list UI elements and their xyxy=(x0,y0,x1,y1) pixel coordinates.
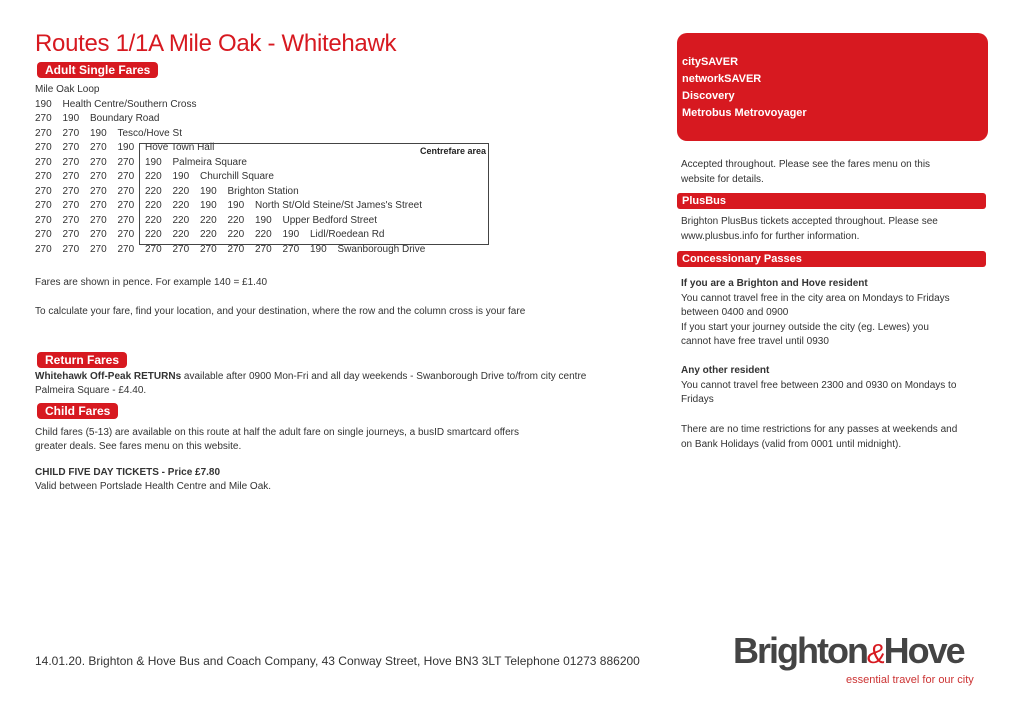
centrefare-area-box xyxy=(139,143,489,245)
fare-cell: 270 xyxy=(62,171,80,182)
panel-item-networksaver: networkSAVER xyxy=(682,73,762,85)
adult-single-fares-label: Adult Single Fares xyxy=(37,62,158,78)
return-fares-label: Return Fares xyxy=(37,352,127,368)
stop-name: Churchill Square xyxy=(200,171,274,182)
accepted-text xyxy=(681,158,986,187)
fare-cell: 270 xyxy=(117,243,135,255)
other-resident-block xyxy=(681,364,986,408)
plusbus-label: PlusBus xyxy=(677,193,986,209)
child-text-2: greater deals. See fares menu on this website. xyxy=(35,441,242,452)
fare-cell: 270 xyxy=(62,200,80,211)
fare-cell: 270 xyxy=(90,156,107,168)
child-five-day xyxy=(35,466,271,494)
fare-cell: 190 xyxy=(200,185,217,197)
resident-line: cannot have free travel until 0930 xyxy=(681,336,829,347)
fare-cell: 190 xyxy=(255,214,272,226)
fare-cell: 270 xyxy=(35,171,52,182)
fare-cell: 270 xyxy=(62,214,80,226)
plusbus-text-1: Brighton PlusBus tickets accepted throughout. Please see xyxy=(681,216,938,227)
fare-cell: 220 xyxy=(227,229,245,240)
fare-cell: 270 xyxy=(117,200,135,211)
fare-cell: 270 xyxy=(35,214,52,226)
fare-cell: 220 xyxy=(145,185,162,197)
tagline: essential travel for our city xyxy=(846,674,974,686)
fare-cell: 270 xyxy=(35,113,52,124)
resident-line: You cannot travel free in the city area on Mondays to Fridays xyxy=(681,292,950,304)
fare-cell: 270 xyxy=(62,127,80,139)
fare-cell: 270 xyxy=(35,185,52,197)
brighton-hove-logo xyxy=(733,630,964,672)
return-bold: Whitehawk Off-Peak RETURNs xyxy=(35,371,182,382)
return-text xyxy=(35,370,586,398)
stop-name: Palmeira Square xyxy=(172,156,247,168)
fare-cell: 190 xyxy=(227,200,245,211)
fare-cell: 220 xyxy=(172,185,190,197)
fare-cell: 270 xyxy=(62,243,80,255)
fare-cell: 270 xyxy=(35,142,52,153)
fare-cell: 270 xyxy=(117,229,135,240)
fare-cell: 220 xyxy=(255,229,272,240)
fare-cell: 220 xyxy=(145,200,162,211)
fare-cell: 270 xyxy=(117,214,135,226)
fare-cell: 270 xyxy=(62,185,80,197)
return-text-2: Palmeira Square - £4.40. xyxy=(35,385,147,396)
fare-cell: 270 xyxy=(62,142,80,153)
fare-cell: 270 xyxy=(35,127,52,139)
other-line: Fridays xyxy=(681,394,714,405)
child-five-day-title: CHILD FIVE DAY TICKETS - Price £7.80 xyxy=(35,467,221,478)
concessionary-label: Concessionary Passes xyxy=(677,251,986,267)
calc-note: To calculate your fare, find your location, and your destination, where the row and the column cross is your fare xyxy=(35,306,526,317)
fare-cell: 190 xyxy=(310,243,327,255)
fare-cell: 270 xyxy=(90,185,107,197)
fare-cell: 220 xyxy=(145,229,162,240)
child-text-1: Child fares (5-13) are available on this route at half the adult fare on single journeys, a busID smartcard offers xyxy=(35,427,519,438)
fare-cell: 190 xyxy=(200,200,217,211)
weekend-line: on Bank Holidays (valid from 0001 until midnight). xyxy=(681,438,902,450)
other-line: You cannot travel free between 2300 and 0930 on Mondays to xyxy=(681,379,957,391)
fare-cell: 270 xyxy=(90,229,107,240)
panel-item-discovery: Discovery xyxy=(682,90,735,102)
fare-cell: 270 xyxy=(90,214,107,226)
fare-cell: 190 xyxy=(62,113,80,124)
weekend-block xyxy=(681,423,986,452)
fare-cell: 270 xyxy=(90,142,107,153)
child-text xyxy=(35,426,519,454)
footer-text: 14.01.20. Brighton & Hove Bus and Coach Company, 43 Conway Street, Hove BN3 3LT Telephone 01273 886200 xyxy=(35,654,640,668)
child-fares-label: Child Fares xyxy=(37,403,118,419)
plusbus-text-2: www.plusbus.info for further information. xyxy=(681,230,860,242)
fare-cell: 270 xyxy=(145,243,162,255)
fare-cell: 190 xyxy=(35,98,52,110)
panel-item-citysaver: citySAVER xyxy=(682,56,739,68)
child-five-day-valid: Valid between Portslade Health Centre and Mile Oak. xyxy=(35,481,272,492)
fare-cell: 270 xyxy=(62,156,80,168)
fare-cell: 270 xyxy=(90,200,107,211)
stop-name: Mile Oak Loop xyxy=(35,84,100,95)
fare-cell: 190 xyxy=(90,127,107,139)
resident-block xyxy=(681,277,986,350)
stop-name: Upper Bedford Street xyxy=(282,214,377,226)
centrefare-label: Centrefare area xyxy=(419,146,486,156)
fare-cell: 270 xyxy=(117,156,135,168)
fare-cell: 270 xyxy=(117,171,135,182)
weekend-line: There are no time restrictions for any passes at weekends and xyxy=(681,424,958,435)
stop-name: Boundary Road xyxy=(90,113,160,124)
fare-cell: 220 xyxy=(227,214,245,226)
accepted-text-1: Accepted throughout. Please see the fares menu on this xyxy=(681,159,931,170)
fare-cell: 220 xyxy=(172,229,190,240)
logo-right: Hove xyxy=(883,630,964,671)
accepted-text-2: website for details. xyxy=(681,173,764,185)
fare-cell: 270 xyxy=(282,243,300,255)
fare-cell: 270 xyxy=(255,243,272,255)
resident-line: If you start your journey outside the city (eg. Lewes) you xyxy=(681,321,929,333)
ticket-types-panel xyxy=(677,33,988,141)
fare-cell: 190 xyxy=(117,142,135,153)
plusbus-text xyxy=(681,215,986,244)
fare-cell: 270 xyxy=(62,229,80,240)
fare-cell: 270 xyxy=(35,229,52,240)
fare-cell: 270 xyxy=(117,185,135,197)
fare-cell: 270 xyxy=(90,243,107,255)
fare-cell: 270 xyxy=(35,156,52,168)
resident-heading: If you are a Brighton and Hove resident xyxy=(681,278,868,289)
fare-cell: 220 xyxy=(145,171,162,182)
fare-cell: 220 xyxy=(172,200,190,211)
fare-cell: 190 xyxy=(145,156,162,168)
other-heading: Any other resident xyxy=(681,365,770,376)
fare-cell: 270 xyxy=(172,243,190,255)
stop-name: Health Centre/Southern Cross xyxy=(62,98,197,110)
fares-note: Fares are shown in pence. For example 140 = £1.40 xyxy=(35,277,268,288)
fare-cell: 270 xyxy=(90,171,107,182)
stop-name: Swanborough Drive xyxy=(337,243,426,255)
fare-cell: 220 xyxy=(200,214,217,226)
fare-cell: 270 xyxy=(35,243,52,255)
stop-name: Lidl/Roedean Rd xyxy=(310,229,385,240)
logo-left: Brighton xyxy=(733,630,867,671)
return-text-1: available after 0900 Mon-Fri and all day weekends - Swanborough Drive to/from city centre xyxy=(181,371,587,382)
fare-cell: 190 xyxy=(172,171,190,182)
stop-name: Brighton Station xyxy=(227,185,299,197)
panel-item-metrobus: Metrobus Metrovoyager xyxy=(682,107,807,119)
stop-name: North St/Old Steine/St James's Street xyxy=(255,200,422,211)
fare-cell: 270 xyxy=(227,243,245,255)
stop-name: Tesco/Hove St xyxy=(117,127,182,139)
fare-cell: 220 xyxy=(172,214,190,226)
fare-cell: 270 xyxy=(35,200,52,211)
fare-cell: 220 xyxy=(200,229,217,240)
resident-line: between 0400 and 0900 xyxy=(681,307,789,318)
logo-amp: & xyxy=(866,638,884,669)
page-title: Routes 1/1A Mile Oak - Whitehawk xyxy=(35,30,397,57)
fare-cell: 190 xyxy=(282,229,300,240)
fare-cell: 270 xyxy=(200,243,217,255)
fare-cell: 220 xyxy=(145,214,162,226)
stop-name: Hove Town Hall xyxy=(145,142,215,153)
